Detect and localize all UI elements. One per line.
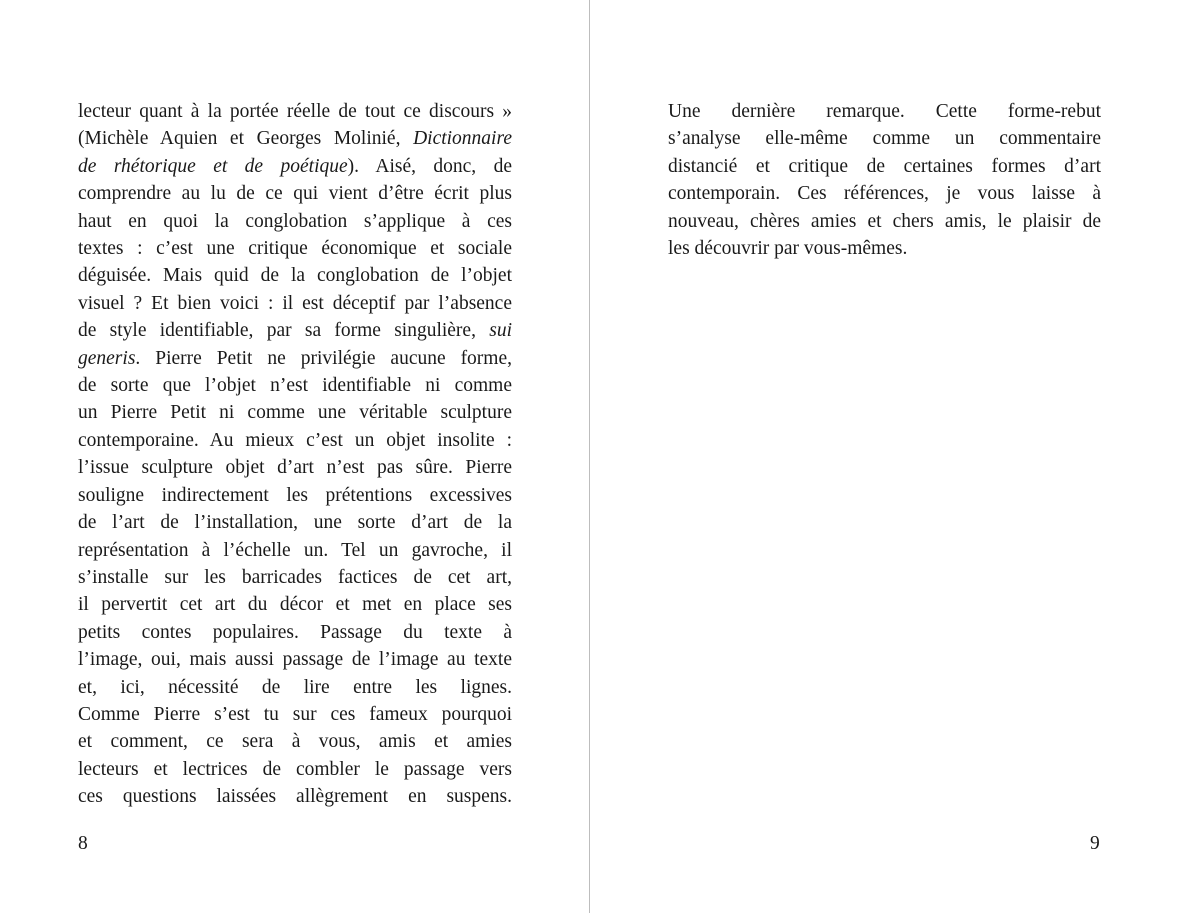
- page-number: 9: [1090, 833, 1100, 854]
- text-line: nouveau, chères amies et chers amis, le plaisir de: [668, 210, 1101, 232]
- italic-title: Dictionnaire: [413, 128, 512, 150]
- text-line: lecteur quant à la portée réelle de tout ce discours »: [78, 101, 512, 122]
- text-run: de style identifiable, par sa forme singulière,: [78, 320, 490, 342]
- right-page: [590, 0, 1179, 913]
- text-line: Comme Pierre s’est tu sur ces fameux pourquoi: [78, 703, 512, 725]
- text-line: [78, 317, 512, 344]
- text-line: contemporain. Ces références, je vous laisse à: [668, 183, 1101, 205]
- text-line: textes : c’est une critique économique et sociale: [78, 238, 512, 260]
- text-line: les découvrir par vous-mêmes.: [668, 238, 908, 260]
- text-line: comprendre au lu de ce qui vient d’être écrit plus: [78, 183, 512, 205]
- text-line: il pervertit cet art du décor et met en place ses: [78, 594, 512, 616]
- text-line: lecteurs et lectrices de combler le passage vers: [78, 758, 512, 780]
- italic-phrase: sui: [489, 320, 512, 342]
- page-number: 8: [78, 833, 88, 854]
- text-line: l’image, oui, mais aussi passage de l’image au texte: [78, 649, 512, 671]
- italic-title: de rhétorique et de poétique: [78, 155, 348, 177]
- text-line: s’analyse elle-même comme un commentaire: [668, 128, 1101, 150]
- right-page-text: [668, 98, 1101, 262]
- text-run: . Pierre Petit ne privilégie aucune forme,: [135, 347, 512, 369]
- text-line: de sorte que l’objet n’est identifiable ni comme: [78, 375, 512, 397]
- text-line: distancié et critique de certaines formes d’art: [668, 155, 1101, 177]
- text-line: déguisée. Mais quid de la conglobation de l’objet: [78, 265, 512, 287]
- text-line: [78, 125, 512, 152]
- text-line: et comment, ce sera à vous, amis et amies: [78, 731, 512, 753]
- text-line: l’issue sculpture objet d’art n’est pas sûre. Pierre: [78, 457, 512, 479]
- text-line: s’installe sur les barricades factices de cet art,: [78, 566, 512, 588]
- text-line: souligne indirectement les prétentions excessives: [78, 484, 512, 506]
- text-line: représentation à l’échelle un. Tel un gavroche, il: [78, 539, 512, 561]
- text-line: haut en quoi la conglobation s’applique à ces: [78, 210, 512, 232]
- italic-phrase: generis: [78, 347, 136, 369]
- text-line: [78, 345, 512, 372]
- text-line: un Pierre Petit ni comme une véritable sculpture: [78, 402, 512, 424]
- left-page-text: [78, 98, 512, 811]
- text-line: contemporaine. Au mieux c’est un objet insolite :: [78, 429, 512, 451]
- left-page: [0, 0, 589, 913]
- text-line: et, ici, nécessité de lire entre les lignes.: [78, 676, 512, 698]
- text-run: ). Aisé, donc, de: [347, 155, 512, 177]
- text-run: (Michèle Aquien et Georges Molinié,: [78, 128, 414, 150]
- text-line: [78, 153, 512, 180]
- text-line: petits contes populaires. Passage du texte à: [78, 621, 512, 643]
- text-line: de l’art de l’installation, une sorte d’art de la: [78, 512, 512, 534]
- text-line: ces questions laissées allègrement en suspens.: [78, 786, 512, 808]
- text-line: visuel ? Et bien voici : il est déceptif par l’absence: [78, 292, 512, 314]
- text-line: Une dernière remarque. Cette forme-rebut: [668, 101, 1101, 122]
